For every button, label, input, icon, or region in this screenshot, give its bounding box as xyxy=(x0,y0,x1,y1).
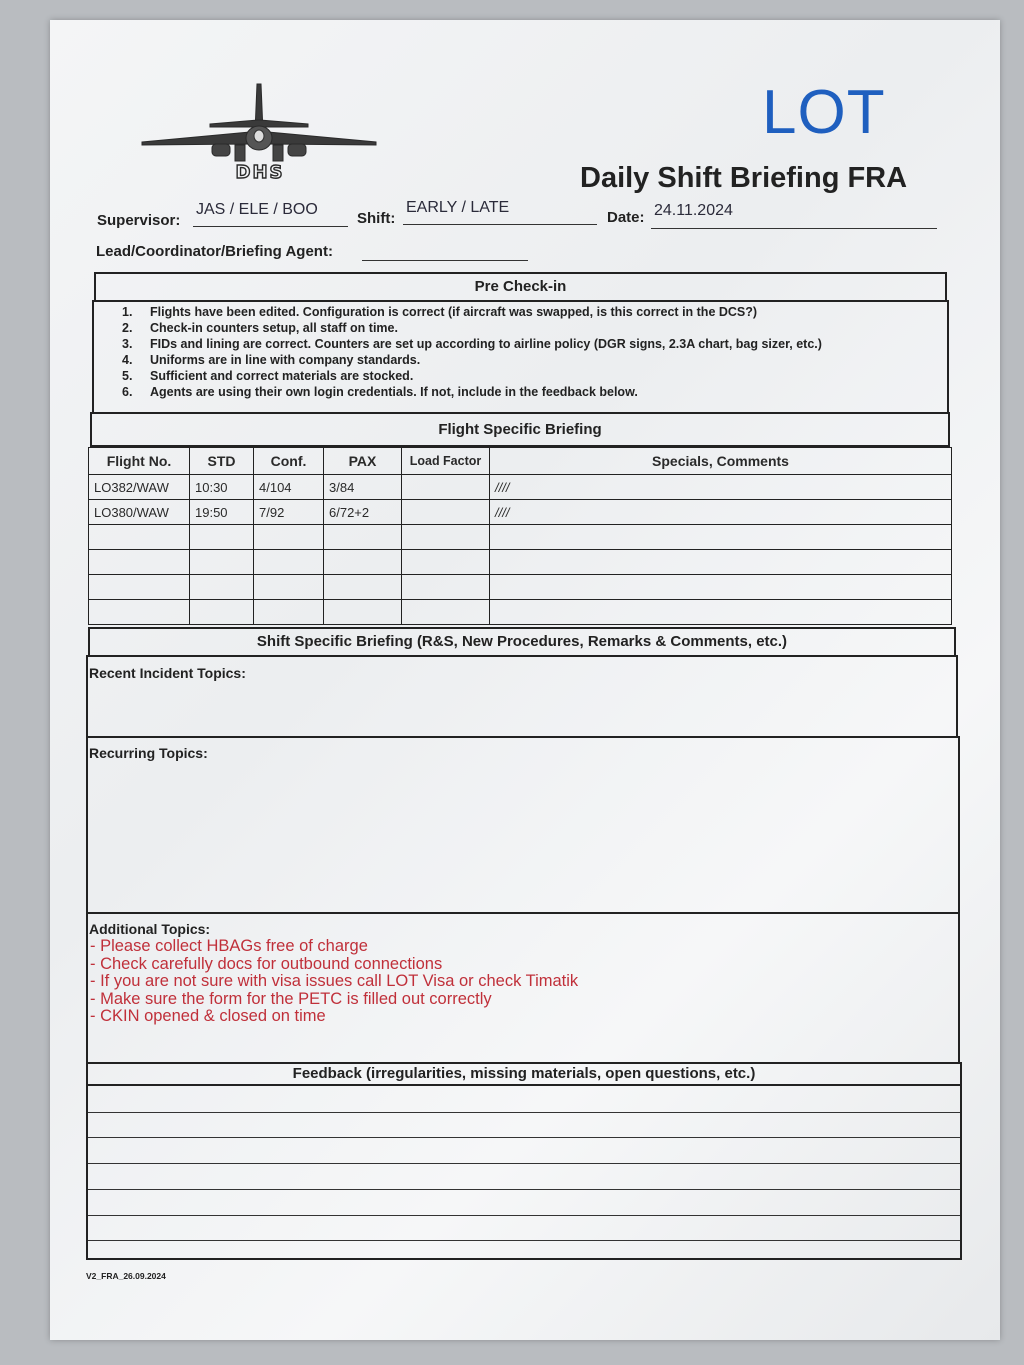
feedback-line xyxy=(88,1163,960,1164)
table-cell[interactable] xyxy=(402,500,490,525)
shift-field[interactable] xyxy=(403,199,597,225)
column-header: Conf. xyxy=(254,448,324,475)
table-row xyxy=(89,550,952,575)
table-cell[interactable] xyxy=(490,550,952,575)
supervisor-field[interactable] xyxy=(193,201,348,227)
table-cell[interactable]: LO382/WAW xyxy=(89,475,190,500)
table-row xyxy=(89,600,952,625)
table-cell[interactable]: 7/92 xyxy=(254,500,324,525)
table-cell[interactable] xyxy=(190,600,254,625)
company-logo-text: DHS xyxy=(235,162,285,182)
checklist-item-text: Uniforms are in line with company standards. xyxy=(150,353,421,367)
date-field[interactable] xyxy=(651,204,937,229)
column-header: Specials, Comments xyxy=(490,448,952,475)
additional-topic-item: - If you are not sure with visa issues call LOT Visa or check Timatik xyxy=(90,972,579,990)
flight-table xyxy=(88,447,952,625)
checklist-item-number: 2. xyxy=(122,321,133,335)
checklist-item-number: 5. xyxy=(122,369,133,383)
shift-label: Shift: xyxy=(357,210,396,227)
table-cell[interactable]: 19:50 xyxy=(190,500,254,525)
recent-incident-box xyxy=(86,655,958,738)
table-cell[interactable] xyxy=(402,575,490,600)
checklist-item-text: Check-in counters setup, all staff on time. xyxy=(150,321,398,335)
checklist-item-text: FIDs and lining are correct. Counters are set up according to airline policy (DGR signs, 2.3A chart, bag sizer, etc.) xyxy=(150,337,822,351)
recurring-topics-box xyxy=(86,736,960,914)
table-cell[interactable] xyxy=(324,575,402,600)
feedback-header: Feedback (irregularities, missing materials, open questions, etc.) xyxy=(86,1062,962,1086)
table-cell[interactable] xyxy=(324,550,402,575)
lead-field[interactable] xyxy=(362,240,528,261)
pre-checkin-header: Pre Check-in xyxy=(94,272,947,302)
checklist-item xyxy=(122,320,822,336)
checklist-item-text: Flights have been edited. Configuration is correct (if aircraft was swapped, is this correct in the DCS?) xyxy=(150,305,758,319)
table-cell[interactable] xyxy=(490,525,952,550)
additional-topic-item: - Check carefully docs for outbound connections xyxy=(90,954,443,973)
table-cell[interactable] xyxy=(402,600,490,625)
additional-topics-label: Additional Topics: xyxy=(89,921,211,937)
checklist-item xyxy=(122,336,822,352)
table-cell[interactable] xyxy=(402,550,490,575)
checklist-item-number: 4. xyxy=(122,353,133,367)
recent-incident-label: Recent Incident Topics: xyxy=(89,665,246,681)
airplane-logo xyxy=(140,82,380,182)
shift-briefing-header: Shift Specific Briefing (R&S, New Procedures, Remarks & Comments, etc.) xyxy=(88,627,956,657)
feedback-line xyxy=(88,1215,960,1216)
feedback-line xyxy=(88,1137,960,1138)
lead-label: Lead/Coordinator/Briefing Agent: xyxy=(96,243,333,260)
table-cell[interactable]: //// xyxy=(490,475,952,500)
table-cell[interactable]: 4/104 xyxy=(254,475,324,500)
column-header: Load Factor xyxy=(402,448,490,475)
table-cell[interactable]: 6/72+2 xyxy=(324,500,402,525)
table-cell[interactable] xyxy=(89,550,190,575)
table-cell[interactable] xyxy=(490,575,952,600)
table-cell[interactable] xyxy=(490,600,952,625)
table-cell[interactable] xyxy=(89,525,190,550)
table-row xyxy=(89,475,952,500)
additional-topic-item: - Make sure the form for the PETC is filled out correctly xyxy=(90,989,492,1008)
additional-topic-item: - Please collect HBAGs free of charge xyxy=(90,937,368,955)
checklist-item-number: 6. xyxy=(122,385,133,399)
table-cell[interactable] xyxy=(254,550,324,575)
date-label: Date: xyxy=(607,209,645,226)
checklist-item-text: Agents are using their own login credentials. If not, include in the feedback below. xyxy=(150,385,638,399)
table-cell[interactable]: 3/84 xyxy=(324,475,402,500)
document-title: Daily Shift Briefing FRA xyxy=(580,162,908,194)
feedback-line xyxy=(88,1112,960,1113)
table-cell[interactable] xyxy=(89,600,190,625)
flight-briefing-header: Flight Specific Briefing xyxy=(90,412,950,447)
supervisor-label: Supervisor: xyxy=(97,212,181,229)
pre-checkin-checklist xyxy=(92,300,949,414)
table-cell[interactable]: LO380/WAW xyxy=(89,500,190,525)
checklist-item xyxy=(122,384,822,400)
supervisor-value: JAS / ELE / BOO xyxy=(196,201,318,218)
table-row xyxy=(89,500,952,525)
checklist-item-text: Sufficient and correct materials are stocked. xyxy=(150,369,414,383)
column-header: STD xyxy=(190,448,254,475)
lot-brand-logo: LOT xyxy=(762,78,886,147)
date-value: 24.11.2024 xyxy=(654,202,733,219)
table-cell[interactable] xyxy=(324,600,402,625)
checklist-item xyxy=(122,352,822,368)
checklist-item xyxy=(122,368,822,384)
table-row xyxy=(89,525,952,550)
table-cell[interactable] xyxy=(190,525,254,550)
additional-topics-box xyxy=(86,912,960,1064)
additional-topic-item: - CKIN opened & closed on time xyxy=(90,1007,326,1025)
checklist-item-number: 3. xyxy=(122,337,133,351)
table-cell[interactable]: //// xyxy=(490,500,952,525)
table-row xyxy=(89,575,952,600)
version-footer: V2_FRA_26.09.2024 xyxy=(86,1271,166,1281)
checklist-item-number: 1. xyxy=(122,305,133,319)
feedback-box[interactable] xyxy=(86,1084,962,1260)
table-cell[interactable]: 10:30 xyxy=(190,475,254,500)
table-cell[interactable] xyxy=(402,525,490,550)
table-cell[interactable] xyxy=(324,525,402,550)
table-cell[interactable] xyxy=(254,525,324,550)
table-cell[interactable] xyxy=(89,575,190,600)
feedback-line xyxy=(88,1189,960,1190)
column-header: PAX xyxy=(324,448,402,475)
shift-value: EARLY / LATE xyxy=(406,199,510,216)
checklist-item xyxy=(122,304,822,320)
table-cell[interactable] xyxy=(402,475,490,500)
table-cell[interactable] xyxy=(190,575,254,600)
table-cell[interactable] xyxy=(254,575,324,600)
feedback-line xyxy=(88,1240,960,1241)
recurring-topics-label: Recurring Topics: xyxy=(89,745,208,761)
column-header: Flight No. xyxy=(89,448,190,475)
table-cell[interactable] xyxy=(190,550,254,575)
table-cell[interactable] xyxy=(254,600,324,625)
